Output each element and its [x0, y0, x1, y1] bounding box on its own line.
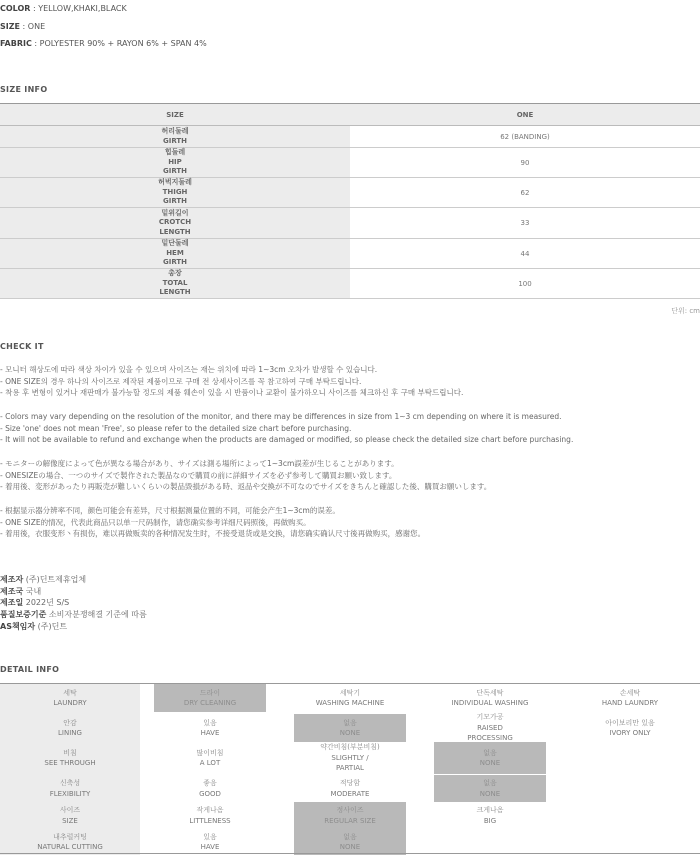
size-row [0, 269, 700, 299]
detail-text-en1: NONE [479, 759, 501, 767]
detail-option-selected [154, 684, 266, 712]
detail-option-selected [294, 829, 406, 855]
size-label-ko: 밑단둘레 [161, 239, 189, 248]
maker-line [0, 597, 147, 609]
detail-text-en2: PROCESSING [467, 734, 513, 743]
detail-text-en1: MODERATE [330, 789, 370, 798]
note-line: - 着用後、変形があったり再販売が難しいくらいの製品毀損がある時、返品や交換が不可なのでサイズをきちんと確認した後、購買お願いします。 [0, 482, 492, 492]
size-row-value: 33 [520, 219, 530, 227]
size-label-en2: GIRTH [162, 197, 188, 206]
notes-korean [0, 364, 463, 399]
detail-text-en1: FLEXIBILITY [49, 789, 91, 798]
spec-value: : POLYESTER 90% + RAYON 6% + SPAN 4% [31, 39, 207, 48]
size-row [0, 126, 700, 148]
detail-text-ko: 단독세탁 [476, 688, 504, 697]
detail-text-en1: IVORY ONLY [609, 729, 651, 737]
spec-label: COLOR [0, 4, 31, 13]
maker-value: (주)딘트제휴업체 [23, 575, 87, 584]
detail-text-ko: 사이즈 [59, 806, 81, 814]
detail-text-en1: SIZE [62, 816, 78, 825]
maker-value: (주)딘트 [35, 621, 68, 631]
note-line: - ONE SIZE의 경우 하나의 사이즈로 제작된 제품이므로 구매 전 상세사이즈를 꼭 참고하여 구매 부탁드립니다. [0, 376, 362, 386]
detail-option [420, 714, 560, 742]
size-label-en1: GIRTH [162, 136, 188, 145]
maker-line [0, 609, 147, 621]
detail-category [0, 684, 140, 712]
spec-label: SIZE [0, 22, 21, 31]
size-label-en1: CROTCH [158, 218, 192, 227]
size-label-ko: 허벅지둘레 [158, 178, 192, 187]
note-line: - 根据显示器分辨率不同，颜色可能会有差异，尺寸根据测量位置的不同，可能会产生1~3cm的误差。 [0, 506, 340, 515]
detail-text-ko: 약간비침(부분비침) [320, 743, 380, 752]
detail-category [0, 775, 140, 802]
size-table-header [0, 103, 700, 126]
maker-info [0, 574, 147, 633]
detail-category [0, 714, 140, 742]
detail-text-en1: LITTLENESS [189, 816, 231, 825]
note-line: - モニターの解像度によって色が異なる場合があり、サイズは測る場所によって1~3cm誤差が生じることがあります。 [0, 459, 399, 468]
detail-text-en1: NONE [339, 729, 361, 737]
detail-option-selected [294, 714, 406, 742]
detail-text-en1: NONE [479, 789, 501, 798]
size-label-en1: THIGH [162, 187, 188, 196]
detail-option [140, 714, 280, 742]
detail-category [0, 829, 140, 855]
size-row-value: 62 [520, 188, 530, 197]
note-line: - 착용 후 변형이 있거나 재판매가 불가능할 정도의 제품 훼손이 있을 시 반품이나 교환이 불가하오니 사이즈를 체크하신 후 구매 부탁드립니다. [0, 388, 464, 398]
detail-text-ko: 정사이즈 [336, 806, 364, 814]
detail-column [420, 684, 560, 855]
detail-option [140, 829, 280, 855]
size-label-ko: 허리둘레 [161, 127, 189, 135]
detail-option [420, 802, 560, 829]
detail-text-ko: 많이비침 [196, 748, 224, 757]
size-label-en1: TOTAL [162, 278, 188, 287]
detail-text-en1: A LOT [199, 759, 221, 767]
detail-text-ko: 있음 [203, 832, 217, 841]
detail-text-ko: 없음 [343, 718, 357, 727]
detail-text-en1: HAVE [200, 843, 220, 851]
detail-text-en1: RAISED [477, 723, 503, 732]
spec-value: : YELLOW,KHAKI,BLACK [30, 4, 127, 13]
note-line: - ONE SIZE的情况，代表此商品只以单一尺码制作，请您确实参考详细尺码照後，再做购买。 [0, 517, 311, 527]
note-line: - 모니터 해상도에 따라 색상 차이가 있을 수 있으며 사이즈는 재는 위치에 따라 1~3cm 오차가 발생할 수 있습니다. [0, 365, 378, 374]
note-line: - Size 'one' does not mean 'Free', so please refer to the detailed size chart before purchasing. [0, 423, 352, 433]
detail-text-ko: 없음 [343, 832, 357, 841]
size-label-ko: 힙둘레 [164, 148, 186, 157]
maker-label: AS책임자 [0, 621, 36, 631]
size-label-ko: 밑위길이 [161, 208, 189, 217]
detail-text-ko: 비침 [63, 748, 77, 757]
detail-text-en1: WASHING MACHINE [315, 699, 385, 707]
detail-column [0, 684, 140, 855]
detail-text-ko: 손세탁 [619, 688, 641, 697]
maker-value: 소비자분쟁해결 기준에 따름 [46, 610, 147, 620]
detail-text-ko: 신축성 [59, 779, 81, 787]
maker-value: 국내 [23, 586, 42, 596]
spec-fabric [0, 39, 207, 48]
detail-text-en1: SEE THROUGH [44, 759, 96, 767]
detail-text-en1: NONE [339, 843, 361, 851]
size-row [0, 178, 700, 208]
header-size: SIZE [166, 111, 184, 119]
size-label-en2: GIRTH [162, 258, 188, 267]
detail-text-ko: 기모가공 [476, 713, 504, 722]
note-line: - 着用後，衣服变形丶有损伤，难以再做贩卖的各种情况发生时，不接受退货或是交换，请您确实确认尺寸後再做购买，感谢您。 [0, 529, 426, 539]
size-row [0, 208, 700, 239]
size-row-label [0, 239, 350, 268]
detail-text-ko: 세탁기 [339, 688, 361, 697]
maker-line [0, 574, 147, 586]
size-row [0, 239, 700, 269]
detail-text-ko: 좋음 [203, 779, 217, 787]
detail-option [560, 714, 700, 742]
detail-text-en1: LAUNDRY [53, 699, 87, 707]
detail-option [140, 802, 280, 829]
detail-column [560, 684, 700, 855]
maker-label: 제조자 [0, 575, 24, 584]
size-row [0, 148, 700, 178]
detail-text-en1: BIG [483, 816, 497, 825]
maker-label: 제조일 [0, 598, 24, 608]
maker-label: 품질보증기준 [0, 610, 47, 620]
size-label-en2: GIRTH [162, 167, 188, 176]
detail-option-selected [434, 742, 546, 774]
spec-size [0, 22, 45, 31]
detail-text-en1: NATURAL CUTTING [37, 843, 103, 851]
detail-option [140, 775, 280, 802]
detail-text-en1: HAVE [200, 729, 220, 737]
notes-chinese [0, 505, 425, 540]
note-line: - It will not be available to refund and exchange when the products are damaged or modified, so please check the detailed size chart before purchasing. [0, 435, 574, 445]
detail-category [0, 802, 140, 829]
notes-english [0, 411, 573, 446]
detail-text-ko: 없음 [483, 779, 497, 787]
detail-option [140, 742, 280, 774]
detail-info-title: DETAIL INFO [0, 665, 60, 674]
detail-text-ko: 내추럴커팅 [53, 832, 87, 841]
detail-column [140, 684, 280, 855]
note-line: - Colors may vary depending on the resolution of the monitor, and there may be differences in size from 1~3 cm depending on where it is measured. [0, 412, 562, 421]
detail-text-ko: 세탁 [63, 688, 77, 697]
detail-text-en1: HAND LAUNDRY [601, 699, 659, 707]
divider [0, 853, 700, 854]
detail-text-ko: 안감 [63, 718, 77, 727]
detail-text-en1: GOOD [199, 789, 221, 798]
header-one: ONE [516, 111, 534, 119]
detail-text-en1: LINING [58, 729, 82, 737]
detail-text-ko: 적당함 [339, 779, 361, 787]
size-row-label [0, 126, 350, 147]
size-row-value: 44 [520, 249, 530, 258]
maker-label: 제조국 [0, 586, 24, 596]
detail-grid [0, 683, 700, 855]
detail-option [420, 684, 560, 712]
detail-option [560, 684, 700, 712]
size-label-en2: LENGTH [159, 288, 191, 297]
size-label-en2: LENGTH [159, 227, 191, 236]
size-row-label [0, 178, 350, 207]
detail-text-ko: 작게나옴 [196, 806, 224, 814]
size-label-en1: HIP [168, 157, 182, 166]
size-row-value: 90 [520, 158, 530, 167]
size-label-ko: 총장 [168, 269, 182, 278]
size-info-title: SIZE INFO [0, 85, 48, 94]
note-line: - ONESIZEの場合、一つのサイズで製作された製品なので購買の前に詳細サイズを必ず参考して購買お願い致します。 [0, 470, 397, 480]
unit-note: 단위: cm [671, 307, 700, 315]
detail-option [280, 742, 420, 774]
detail-text-en1: DRY CLEANING [183, 699, 237, 707]
spec-value: : ONE [20, 22, 46, 31]
detail-text-en1: SLIGHTLY / [331, 753, 369, 762]
detail-category [0, 742, 140, 774]
detail-text-ko: 드라이 [199, 688, 221, 697]
size-row-label [0, 148, 350, 177]
maker-value: 2022년 S/S [23, 598, 70, 608]
detail-option-selected [434, 775, 546, 802]
notes-japanese [0, 458, 491, 493]
size-row-label [0, 208, 350, 238]
detail-text-ko: 있음 [203, 718, 217, 727]
spec-color [0, 4, 127, 13]
maker-line [0, 586, 147, 598]
detail-text-en1: INDIVIDUAL WASHING [451, 699, 529, 707]
detail-text-en1: REGULAR SIZE [324, 816, 376, 825]
detail-text-ko: 없음 [483, 748, 497, 757]
size-row-value: 100 [518, 279, 532, 288]
maker-line [0, 621, 147, 633]
spec-label: FABRIC [0, 39, 32, 48]
detail-text-ko: 크게나옴 [476, 806, 504, 814]
detail-column [280, 684, 420, 855]
size-row-label [0, 269, 350, 298]
detail-option [280, 684, 420, 712]
detail-option [280, 775, 420, 802]
detail-option-selected [294, 802, 406, 829]
detail-text-en2: PARTIAL [336, 764, 364, 773]
detail-text-ko: 아이보리만 있음 [605, 718, 655, 727]
size-label-en1: HEM [166, 248, 184, 257]
size-row-value: 62 (BANDING) [500, 132, 550, 141]
check-it-title: CHECK IT [0, 342, 44, 351]
